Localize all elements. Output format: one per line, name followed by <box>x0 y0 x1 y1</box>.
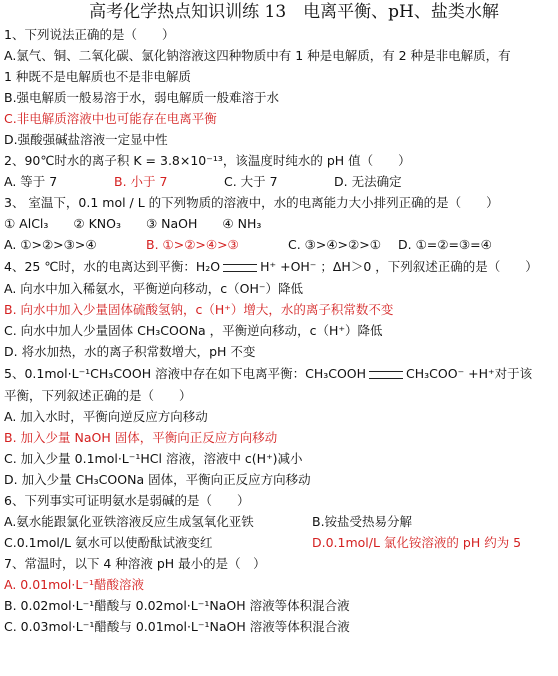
q3-option-d: D. ①=②=③=④ <box>398 237 492 252</box>
q3-options <box>4 234 554 255</box>
q6-option-c: C.0.1mol/L 氨水可以使酚酞试液变红 <box>4 535 213 550</box>
q3-option-b: B. ①>②>④>③ <box>146 237 239 252</box>
q4-stem-pre: 4、25 ℃时，水的电离达到平衡：H₂O <box>4 259 221 274</box>
q7-stem: 7、常温时，以下 4 种溶液 pH 最小的是（ ） <box>4 556 266 571</box>
q1-option-d: D.强酸强碱盐溶液一定显中性 <box>4 132 168 147</box>
q3-option-c: C. ③>④>②>① <box>288 237 381 252</box>
q4-option-a: A. 向水中加入稀氨水，平衡逆向移动，c（OH⁻）降低 <box>4 281 303 296</box>
q5-stem-cont: 平衡，下列叙述正确的是（ ） <box>4 388 192 403</box>
q6-option-d: D.0.1mol/L 氯化铵溶液的 pH 约为 5 <box>312 535 522 550</box>
q1-option-a-cont: 1 种既不是电解质也不是非电解质 <box>4 69 191 84</box>
q5-option-a: A. 加入水时，平衡向逆反应方向移动 <box>4 409 208 424</box>
q1-stem: 1、下列说法正确的是（ ） <box>4 27 175 42</box>
q4-stem <box>4 255 554 278</box>
q5-option-d: D. 加入少量 CH₃COONa 固体，平衡向正反应方向移动 <box>4 472 311 487</box>
q4-stem-post: H⁺ +OH⁻ ；ΔH＞0 ，下列叙述正确的是（ ） <box>260 259 538 274</box>
q6-options-cd <box>4 532 554 553</box>
q3-items: ① AlCl₃ ② KNO₃ ③ NaOH ④ NH₃ <box>4 216 262 231</box>
q5-stem-pre: 5、0.1mol·L⁻¹CH₃COOH 溶液中存在如下电离平衡：CH₃COOH <box>4 366 367 381</box>
q4-option-c: C. 向水中加人少量固体 CH₃COONa ，平衡逆向移动，c（H⁺）降低 <box>4 323 383 338</box>
q2-options <box>4 171 554 192</box>
q2-option-c: C. 大于 7 <box>224 174 278 189</box>
q6-options-ab <box>4 511 554 532</box>
q5-stem-post: CH₃COO⁻ +H⁺对于该 <box>406 366 533 381</box>
q7-option-c: C. 0.03mol·L⁻¹醋酸与 0.01mol·L⁻¹NaOH 溶液等体积混合液 <box>4 619 350 634</box>
q5-option-b: B. 加入少量 NaOH 固体，平衡向正反应方向移动 <box>4 430 278 445</box>
q3-option-a: A. ①>②>③>④ <box>4 237 97 252</box>
q5-stem <box>4 362 554 385</box>
equilibrium-arrow-icon <box>223 264 257 272</box>
q3-stem: 3、 室温下，0.1 mol / L 的下列物质的溶液中，水的电离能力大小排列正确的是（ ） <box>4 195 499 210</box>
page-title: 高考化学热点知识训练 13 电离平衡、pH、盐类水解 <box>89 2 499 22</box>
q1-option-c: C.非电解质溶液中也可能存在电离平衡 <box>4 111 217 126</box>
q1-option-a: A.氯气、铜、二氧化碳、氯化钠溶液这四种物质中有 1 种是电解质，有 2 种是非电解质，有 <box>4 48 511 63</box>
q2-stem: 2、90℃时水的离子积 K = 3.8×10⁻¹³，该温度时纯水的 pH 值（ ） <box>4 153 411 168</box>
q4-option-b: B. 向水中加入少量固体硫酸氢钠，c（H⁺）增大，水的离子积常数不变 <box>4 302 394 317</box>
q1-option-b: B.强电解质一般易溶于水，弱电解质一般难溶于水 <box>4 90 280 105</box>
q6-stem: 6、下列事实可证明氨水是弱碱的是（ ） <box>4 493 250 508</box>
equilibrium-arrow-icon <box>369 371 403 379</box>
q7-option-a: A. 0.01mol·L⁻¹醋酸溶液 <box>4 577 144 592</box>
q7-option-b: B. 0.02mol·L⁻¹醋酸与 0.02mol·L⁻¹NaOH 溶液等体积混合液 <box>4 598 350 613</box>
q5-option-c: C. 加入少量 0.1mol·L⁻¹HCl 溶液，溶液中 c(H⁺)减小 <box>4 451 303 466</box>
q2-option-b: B. 小于 7 <box>114 174 168 189</box>
q6-option-a: A.氨水能跟氯化亚铁溶液反应生成氢氧化亚铁 <box>4 514 254 529</box>
q6-option-b: B.铵盐受热易分解 <box>312 514 413 529</box>
q2-option-d: D. 无法确定 <box>334 174 402 189</box>
q4-option-d: D. 将水加热，水的离子积常数增大，pH 不变 <box>4 344 256 359</box>
q2-option-a: A. 等于 7 <box>4 174 58 189</box>
